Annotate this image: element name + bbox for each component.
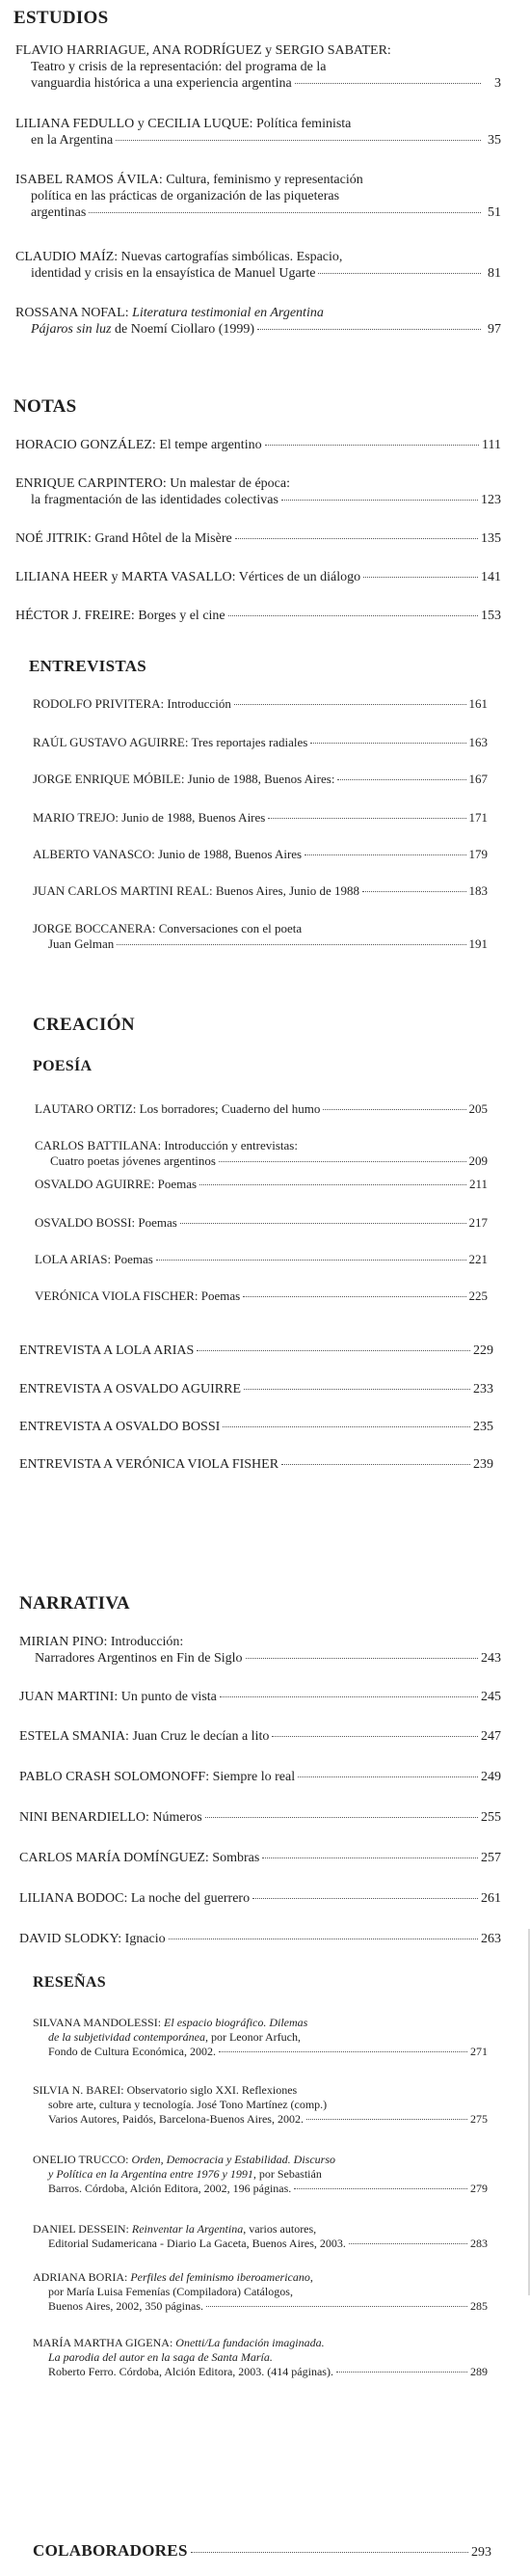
page-number: 221 (468, 1252, 488, 1266)
dot-leader (117, 944, 465, 945)
dot-leader (281, 1464, 470, 1465)
entry-heading: LAUTARO ORTIZ: Los borradores; Cuaderno del humo (35, 1101, 321, 1116)
toc-entry (33, 696, 488, 712)
entry-subline: Buenos Aires, 2002, 350 páginas. (48, 2299, 203, 2313)
entry-subline: en la Argentina (31, 133, 114, 148)
page-number: 211 (468, 1177, 488, 1191)
toc-entry (33, 810, 488, 826)
dot-leader (337, 779, 465, 780)
entry-heading: DAVID SLODKY: Ignacio (19, 1932, 166, 1946)
entry-heading: ALBERTO VANASCO: Junio de 1988, Buenos Aires (33, 847, 303, 861)
dot-leader (89, 212, 481, 213)
entry-heading: LILIANA HEER y MARTA VASALLO: Vértices de un diálogo (15, 570, 361, 584)
toc-entry (33, 921, 488, 952)
dot-leader (116, 140, 481, 141)
toc-entry (19, 1381, 493, 1397)
dot-leader (235, 538, 478, 539)
dot-leader (306, 2119, 467, 2120)
entry-subline: vanguardia histórica a una experiencia argentina (31, 76, 292, 91)
toc-entry (19, 1456, 493, 1473)
page-number: 217 (468, 1215, 488, 1230)
entry-subline: Roberto Ferro. Córdoba, Alción Editora, 2003. (414 páginas). (48, 2365, 333, 2378)
page-number: 171 (468, 810, 488, 825)
toc-entry (15, 437, 501, 453)
dot-leader (310, 743, 465, 744)
page-number: 163 (468, 735, 488, 749)
entry-subline: Varios Autores, Paidós, Barcelona-Buenos Aires, 2002. (48, 2112, 304, 2126)
entry-heading: SILVANA MANDOLESSI: El espacio biográfico. Dilemas (33, 2016, 308, 2029)
toc-entry (35, 1288, 488, 1304)
page-number: 153 (481, 609, 501, 623)
dot-leader (294, 2188, 467, 2189)
entry-subline: y Política en la Argentina entre 1976 y 1991, por Sebastián (48, 2167, 322, 2181)
toc-entry (19, 1728, 501, 1745)
dot-leader (281, 500, 478, 501)
toc-entry (15, 530, 501, 547)
page-number: 247 (481, 1729, 501, 1744)
entry-heading: OSVALDO BOSSI: Poemas (35, 1215, 177, 1230)
entry-heading: ADRIANA BORIA: Perfiles del feminismo iberoamericano, (33, 2270, 313, 2284)
entry-heading: CARLOS MARÍA DOMÍNGUEZ: Sombras (19, 1851, 260, 1865)
entry-heading: ONELIO TRUCCO: Orden, Democracia y Estabilidad. Discurso (33, 2153, 335, 2166)
entry-subline: argentinas (31, 205, 87, 220)
entry-heading: ROSSANA NOFAL: Literatura testimonial en Argentina (15, 306, 324, 320)
entry-heading: PABLO CRASH SOLOMONOFF: Siempre lo real (19, 1770, 296, 1784)
dot-leader (336, 2372, 467, 2373)
section-title-narrativa: NARRATIVA (19, 1593, 130, 1613)
toc-entry (19, 1931, 501, 1947)
page-number: 229 (473, 1343, 493, 1358)
page-number: 167 (468, 772, 488, 786)
dot-leader (363, 577, 478, 578)
entry-subline: la fragmentación de las identidades colectivas (31, 493, 278, 507)
toc-entry (35, 1138, 488, 1169)
toc-entry (33, 2083, 488, 2127)
page-number: 225 (468, 1288, 488, 1303)
toc-entry (33, 883, 488, 899)
dot-leader (349, 2243, 467, 2244)
toc-entry (19, 1419, 493, 1435)
toc-entry (33, 2016, 488, 2059)
dot-leader (268, 818, 465, 819)
page-number: 293 (471, 2545, 491, 2560)
section-title-resenas: RESEÑAS (33, 1974, 106, 1991)
dot-leader (228, 615, 478, 616)
entry-heading: OSVALDO AGUIRRE: Poemas (35, 1177, 198, 1191)
toc-entry (33, 772, 488, 787)
toc-entry (33, 2153, 488, 2196)
toc-entry (19, 1634, 501, 1667)
entry-heading: RAÚL GUSTAVO AGUIRRE: Tres reportajes radiales (33, 735, 308, 749)
toc-entry (33, 735, 488, 750)
entry-heading: ENTREVISTA A VERÓNICA VIOLA FISHER (19, 1457, 279, 1472)
page-number: 123 (481, 493, 501, 507)
toc-entry (33, 847, 488, 862)
page-number: 161 (468, 696, 488, 711)
dot-leader (257, 329, 481, 330)
dot-leader (180, 1223, 466, 1224)
entry-heading: VERÓNICA VIOLA FISCHER: Poemas (35, 1288, 241, 1303)
section-title-estudios: ESTUDIOS (13, 8, 109, 28)
dot-leader (219, 1161, 466, 1162)
entry-heading: MARÍA MARTHA GIGENA: Onetti/La fundación imaginada. (33, 2336, 325, 2349)
page-number: 135 (481, 531, 501, 546)
entry-subline: Cuatro poetas jóvenes argentinos (50, 1153, 216, 1168)
page-number: 205 (468, 1101, 488, 1116)
entry-heading: RODOLFO PRIVITERA: Introducción (33, 696, 231, 711)
entry-heading: JUAN MARTINI: Un punto de vista (19, 1690, 217, 1704)
entry-heading: HORACIO GONZÁLEZ: El tempe argentino (15, 438, 262, 452)
entry-subline: Editorial Sudamericana - Diario La Gaceta, Buenos Aires, 2003. (48, 2237, 346, 2250)
entry-heading: ISABEL RAMOS ÁVILA: Cultura, feminismo y representación (15, 173, 363, 187)
page-number: 271 (470, 2045, 488, 2058)
entry-subline: Fondo de Cultura Económica, 2002. (48, 2045, 216, 2058)
toc-entry (35, 1215, 488, 1231)
section-title-entrevistas: ENTREVISTAS (29, 657, 147, 675)
dot-leader (223, 1426, 470, 1427)
entry-subline: La parodia del autor en la saga de Santa María. (48, 2350, 273, 2364)
toc-entry (35, 1177, 488, 1192)
page-number: 279 (470, 2182, 488, 2195)
page-number: 97 (488, 322, 501, 337)
entry-subline: política en las prácticas de organización de las piqueteras (31, 189, 340, 203)
toc-entry (19, 1769, 501, 1785)
toc-entry (15, 305, 501, 338)
dot-leader (197, 1350, 470, 1351)
entry-heading: ENTREVISTA A OSVALDO BOSSI (19, 1420, 221, 1434)
entry-heading: SILVIA N. BAREI: Observatorio siglo XXI. Reflexiones (33, 2083, 298, 2097)
page-number: 263 (481, 1932, 501, 1946)
page-number: 249 (481, 1770, 501, 1784)
page-number: 51 (488, 205, 501, 220)
entry-heading: LILIANA FEDULLO y CECILIA LUQUE: Política feminista (15, 117, 352, 131)
entry-heading: CARLOS BATTILANA: Introducción y entrevistas: (35, 1138, 298, 1152)
subsection-title-poesia: POESÍA (33, 1058, 93, 1074)
dot-leader (272, 1736, 478, 1737)
toc-entry (33, 2336, 488, 2379)
toc-entry (33, 2222, 488, 2251)
dot-leader (318, 273, 481, 274)
dot-leader (244, 1389, 470, 1390)
page-number: 233 (473, 1382, 493, 1396)
entry-subline: Juan Gelman (48, 936, 115, 951)
entry-heading: HÉCTOR J. FREIRE: Borges y el cine (15, 609, 225, 623)
dot-leader (262, 1857, 478, 1858)
dot-leader (243, 1296, 465, 1297)
section-title-creacion: CREACIÓN (33, 1015, 135, 1035)
entry-heading: ENRIQUE CARPINTERO: Un malestar de época: (15, 476, 290, 491)
entry-subline: de la subjetividad contemporánea, por Leonor Arfuch, (48, 2030, 301, 2044)
page-number: 179 (468, 847, 488, 861)
entry-heading: NOÉ JITRIK: Grand Hôtel de la Misère (15, 531, 232, 546)
dot-leader (205, 1817, 478, 1818)
entry-heading: CLAUDIO MAÍZ: Nuevas cartografías simbólicas. Espacio, (15, 250, 343, 264)
page-number: 289 (470, 2365, 488, 2378)
entry-heading: FLAVIO HARRIAGUE, ANA RODRÍGUEZ y SERGIO SABATER: (15, 43, 391, 58)
toc-entry (33, 2270, 488, 2314)
page-number: 209 (468, 1153, 488, 1168)
dot-leader (295, 83, 481, 84)
page-number: 141 (481, 570, 501, 584)
page-number: 275 (470, 2112, 488, 2126)
toc-entry-colaboradores (33, 2542, 491, 2561)
page-number: 3 (494, 76, 501, 91)
entry-heading: DANIEL DESSEIN: Reinventar la Argentina, varios autores, (33, 2222, 317, 2236)
toc-entry (15, 249, 501, 282)
dot-leader (234, 704, 466, 705)
page-number: 283 (470, 2237, 488, 2250)
entry-heading: ESTELA SMANIA: Juan Cruz le decían a lito (19, 1729, 270, 1744)
dot-leader (206, 2306, 467, 2307)
dot-leader (156, 1260, 466, 1261)
dot-leader (305, 854, 465, 855)
page-number: 191 (468, 936, 488, 951)
toc-entry (35, 1101, 488, 1117)
dot-leader (219, 2051, 467, 2052)
toc-entry (19, 1689, 501, 1705)
toc-entry (19, 1890, 501, 1907)
entry-heading: LILIANA BODOC: La noche del guerrero (19, 1891, 251, 1906)
dot-leader (265, 445, 479, 446)
entry-heading: MARIO TREJO: Junio de 1988, Buenos Aires (33, 810, 266, 825)
toc-entry (19, 1850, 501, 1866)
entry-heading: JUAN CARLOS MARTINI REAL: Buenos Aires, Junio de 1988 (33, 883, 360, 898)
toc-entry (15, 172, 501, 221)
dot-leader (362, 891, 465, 892)
dot-leader (323, 1109, 465, 1110)
page-number: 111 (482, 438, 501, 452)
entry-heading: ENTREVISTA A OSVALDO AGUIRRE (19, 1382, 242, 1396)
page-number: 235 (473, 1420, 493, 1434)
entry-heading: ENTREVISTA A LOLA ARIAS (19, 1343, 195, 1358)
entry-heading: NINI BENARDIELLO: Números (19, 1810, 202, 1825)
dot-leader (252, 1898, 478, 1899)
page-number: 239 (473, 1457, 493, 1472)
entry-heading: JORGE ENRIQUE MÓBILE: Junio de 1988, Buenos Aires: (33, 772, 335, 786)
entry-subline: por María Luisa Femenías (Compiladora) Catálogos, (48, 2285, 293, 2298)
page-number: 261 (481, 1891, 501, 1906)
entry-heading: LOLA ARIAS: Poemas (35, 1252, 153, 1266)
dot-leader (246, 1658, 478, 1659)
toc-entry (19, 1342, 493, 1359)
toc-entry (19, 1809, 501, 1826)
toc-entry (15, 42, 501, 92)
page-number: 35 (488, 133, 501, 148)
toc-entry (15, 116, 501, 149)
page-number: 81 (488, 266, 501, 281)
toc-entry (15, 569, 501, 585)
page-number: 255 (481, 1810, 501, 1825)
page-number: 245 (481, 1690, 501, 1704)
page-number: 257 (481, 1851, 501, 1865)
entry-subline: sobre arte, cultura y tecnología. José Tono Martínez (comp.) (48, 2098, 328, 2111)
entry-subline: Teatro y crisis de la representación: del programa de la (31, 60, 327, 74)
entry-subline: Pájaros sin luz de Noemí Ciollaro (1999) (31, 322, 255, 337)
dot-leader (191, 2552, 468, 2553)
page-number: 183 (468, 883, 488, 898)
entry-heading: JORGE BOCCANERA: Conversaciones con el poeta (33, 921, 303, 935)
dot-leader (298, 1776, 478, 1777)
page-number: 243 (481, 1651, 501, 1666)
section-title-colaboradores: COLABORADORES (33, 2542, 188, 2559)
entry-subline: identidad y crisis en la ensayística de Manuel Ugarte (31, 266, 316, 281)
entry-subline: Barros. Córdoba, Alción Editora, 2002, 196 páginas. (48, 2182, 292, 2195)
entry-subline: Narradores Argentinos en Fin de Siglo (35, 1651, 243, 1666)
dot-leader (220, 1696, 478, 1697)
page-number: 285 (470, 2299, 488, 2313)
dot-leader (199, 1184, 466, 1185)
toc-entry (15, 475, 501, 508)
toc-entry (35, 1252, 488, 1267)
toc-entry (15, 608, 501, 624)
section-title-notas: NOTAS (13, 396, 77, 417)
entry-heading: MIRIAN PINO: Introducción: (19, 1635, 184, 1649)
